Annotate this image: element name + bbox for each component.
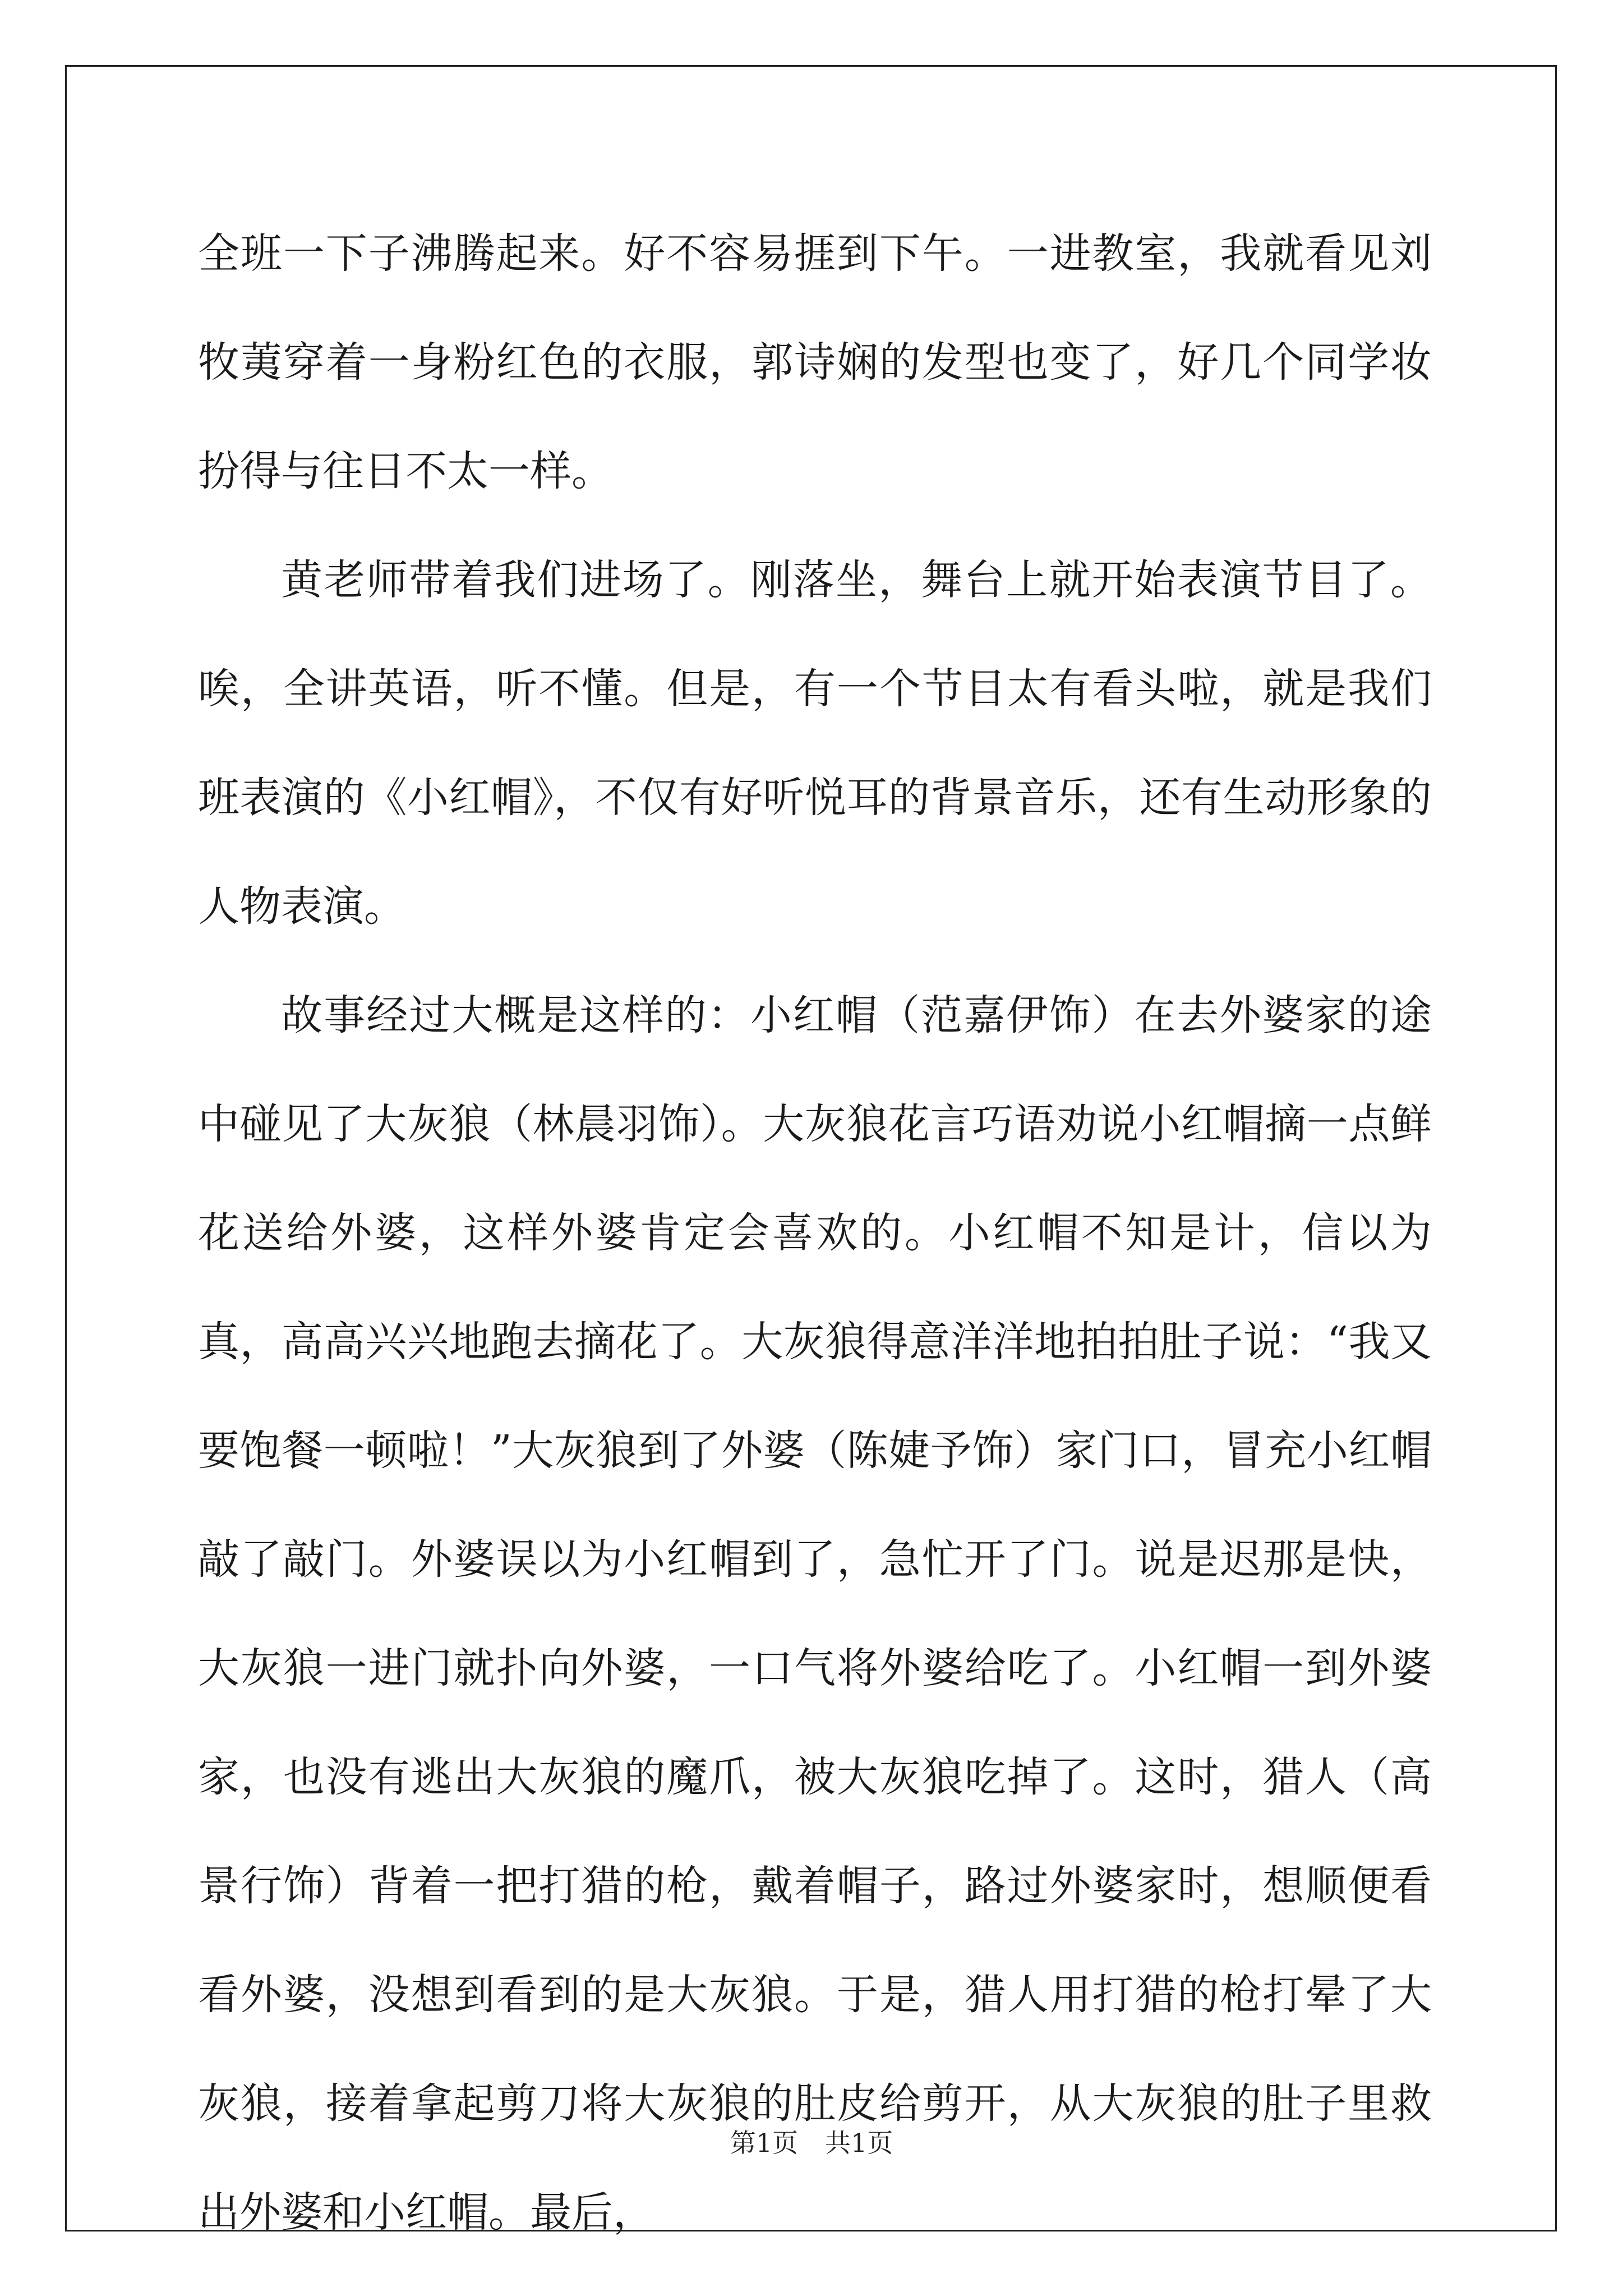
paragraph-2: 黄老师带着我们进场了。刚落坐，舞台上就开始表演节目了。唉，全讲英语，听不懂。但是，有一个节目太有看头啦，就是我们班表演的《小红帽》，不仅有好听悦耳的背景音乐，还有生动形象的人物表演。 (198, 556, 1432, 931)
page-total: 共1页 (825, 2128, 893, 2158)
document-body (198, 199, 1432, 2267)
paragraph-3: 故事经过大概是这样的：小红帽（范嘉伊饰）在去外婆家的途中碰见了大灰狼（林晨羽饰）。大灰狼花言巧语劝说小红帽摘一点鲜花送给外婆，这样外婆肯定会喜欢的。小红帽不知是计，信以为真，高高兴兴地跑去摘花了。大灰狼得意洋洋地拍拍肚子说：“我又要饱餐一顿啦！”大灰狼到了外婆（陈婕予饰）家门口，冒充小红帽敲了敲门。外婆误以为小红帽到了，急忙开了门。说是迟那是快，大灰狼一进门就扑向外婆，一口气将外婆给吃了。小红帽一到外婆家，也没有逃出大灰狼的魔爪，被大灰狼吃掉了。这时，猎人（高景行饰）背着一把打猎的枪，戴着帽子，路过外婆家时，想顺便看看外婆，没想到看到的是大灰狼。于是，猎人用打猎的枪打晕了大灰狼，接着拿起剪刀将大灰狼的肚皮给剪开，从大灰狼的肚子里救出外婆和小红帽。最后， (198, 991, 1432, 2237)
page-footer (0, 2126, 1623, 2160)
paragraph-1: 全班一下子沸腾起来。好不容易捱到下午。一进教室，我就看见刘牧荑穿着一身粉红色的衣服，郭诗娴的发型也变了，好几个同学妆扮得与往日不太一样。 (198, 229, 1432, 495)
page-number: 第1页 (730, 2128, 798, 2158)
